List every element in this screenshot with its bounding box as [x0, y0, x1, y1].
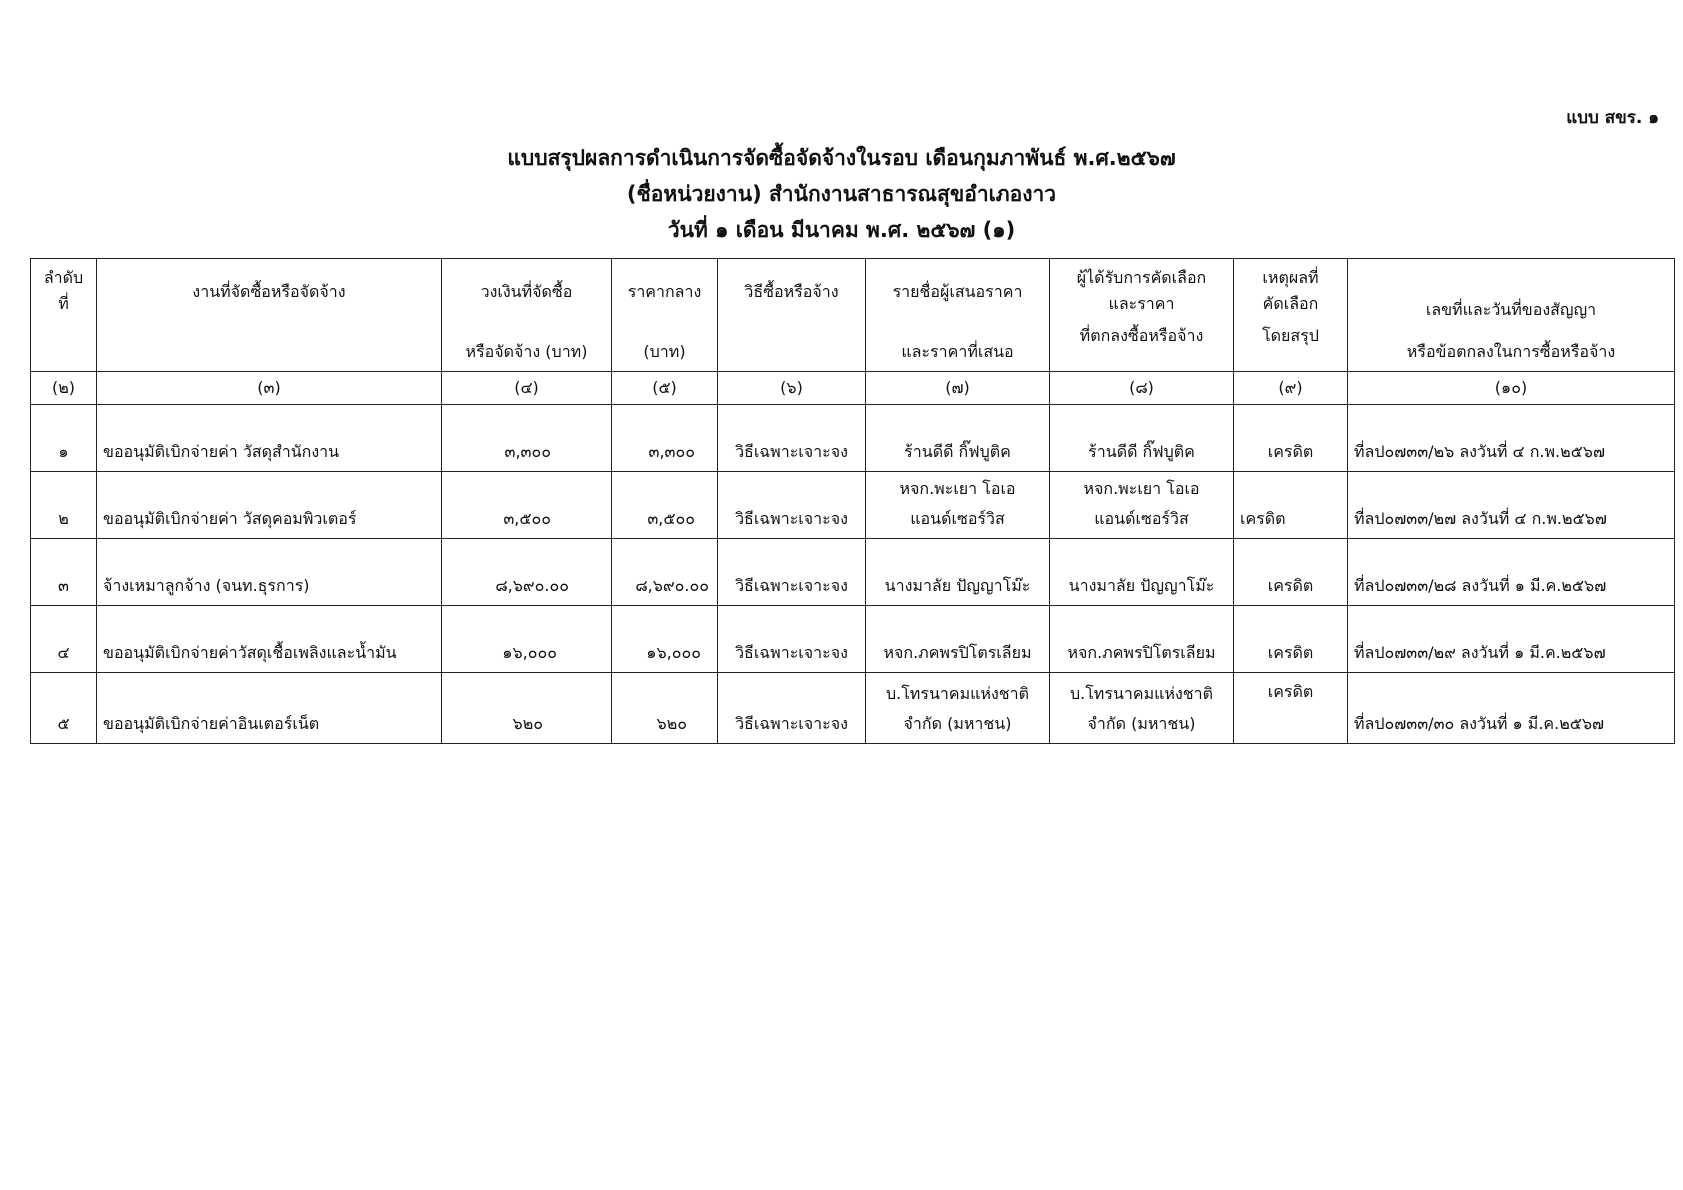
cell-median: ๓,๓๐๐	[612, 405, 718, 472]
header-seq-line-2: ที่	[58, 294, 69, 313]
cell-work: ขออนุมัติเบิกจ่ายค่าวัสดุเชื้อเพลิงและน้ำมัน	[97, 606, 442, 673]
winner-name: หจก.ภคพรปิโตรเลียม	[1067, 643, 1216, 662]
cell-reason: เครดิต	[1234, 606, 1348, 673]
bidder-name-cont: แอนด์เซอร์วิส	[910, 509, 1005, 528]
table-row	[31, 405, 1675, 472]
title-line-3: วันที่ ๑ เดือน มีนาคม พ.ศ. ๒๕๖๗ (๑)	[667, 218, 1016, 242]
title-line-1: แบบสรุปผลการดำเนินการจัดซื้อจัดจ้างในรอบ เดือนกุมภาพันธ์ พ.ศ.๒๕๖๗	[507, 146, 1176, 170]
header-contract	[1348, 259, 1675, 372]
cell-winner	[1050, 472, 1234, 539]
cell-reason: เครดิต	[1234, 673, 1348, 744]
cell-median: ๖๒๐	[612, 673, 718, 744]
cell-method: วิธีเฉพาะเจาะจง	[718, 405, 866, 472]
header-bidders-line-2: และราคาที่เสนอ	[901, 342, 1014, 361]
cell-median: ๘,๖๙๐.๐๐	[612, 539, 718, 606]
header-winner-line-2: และราคา	[1108, 294, 1175, 313]
column-number: (๔)	[442, 372, 612, 405]
column-number: (๑๐)	[1348, 372, 1675, 405]
cell-method: วิธีเฉพาะเจาะจง	[718, 673, 866, 744]
header-reason-line-3: โดยสรุป	[1262, 326, 1319, 345]
table-row	[31, 606, 1675, 673]
cell-work: จ้างเหมาลูกจ้าง (จนท.ธุรการ)	[97, 539, 442, 606]
cell-seq: ๔	[31, 606, 97, 673]
cell-winner	[1050, 405, 1234, 472]
header-row	[31, 259, 1675, 372]
procurement-table	[30, 258, 1675, 744]
column-number: (๗)	[866, 372, 1050, 405]
cell-bidders	[866, 539, 1050, 606]
column-number: (๖)	[718, 372, 866, 405]
header-method	[718, 259, 866, 372]
header-winner-line-3: ที่ตกลงซื้อหรือจ้าง	[1079, 326, 1204, 345]
header-winner	[1050, 259, 1234, 372]
header-work-line-1: งานที่จัดซื้อหรือจัดจ้าง	[192, 282, 346, 301]
cell-contract: ที่ลป๐๗๓๓/๒๘ ลงวันที่ ๑ มี.ค.๒๕๖๗	[1348, 539, 1675, 606]
cell-budget: ๘,๖๙๐.๐๐	[442, 539, 612, 606]
cell-seq: ๒	[31, 472, 97, 539]
header-contract-line-1: เลขที่และวันที่ของสัญญา	[1425, 300, 1597, 319]
cell-seq: ๑	[31, 405, 97, 472]
cell-bidders	[866, 606, 1050, 673]
cell-seq: ๕	[31, 673, 97, 744]
cell-seq: ๓	[31, 539, 97, 606]
title-line-2: (ชื่อหน่วยงาน) สำนักงานสาธารณสุขอำเภองาว	[626, 182, 1057, 206]
header-budget-line-2: หรือจัดจ้าง (บาท)	[465, 342, 588, 361]
column-number: (๙)	[1234, 372, 1348, 405]
cell-budget: ๓,๕๐๐	[442, 472, 612, 539]
cell-winner	[1050, 606, 1234, 673]
cell-reason: เครดิต	[1234, 405, 1348, 472]
header-seq-line-1: ลำดับ	[43, 268, 84, 287]
bidder-name-cont: จำกัด (มหาชน)	[903, 714, 1012, 733]
winner-name-cont: แอนด์เซอร์วิส	[1094, 509, 1189, 528]
header-budget	[442, 259, 612, 372]
bidder-name: นางมาลัย ปัญญาโม๊ะ	[884, 576, 1031, 595]
cell-reason: เครดิต	[1234, 472, 1348, 539]
cell-median: ๓,๕๐๐	[612, 472, 718, 539]
column-number-row	[31, 372, 1675, 405]
bidder-name: หจก.ภคพรปิโตรเลียม	[883, 643, 1032, 662]
cell-bidders	[866, 405, 1050, 472]
cell-bidders	[866, 472, 1050, 539]
header-reason-line-1: เหตุผลที่	[1262, 268, 1319, 287]
winner-name: หจก.พะเยา โอเอ	[1083, 479, 1200, 498]
form-code: แบบ สขร. ๑	[1566, 108, 1659, 128]
bidder-name: ร้านดีดี กิ๊ฟบูติค	[904, 442, 1011, 461]
column-number: (๘)	[1050, 372, 1234, 405]
bidder-name: หจก.พะเยา โอเอ	[899, 479, 1016, 498]
winner-name: นางมาลัย ปัญญาโม๊ะ	[1068, 576, 1215, 595]
cell-method: วิธีเฉพาะเจาะจง	[718, 539, 866, 606]
header-budget-line-1: วงเงินที่จัดซื้อ	[480, 282, 573, 301]
column-number: (๕)	[612, 372, 718, 405]
winner-name-cont: จำกัด (มหาชน)	[1087, 714, 1196, 733]
cell-contract: ที่ลป๐๗๓๓/๒๗ ลงวันที่ ๔ ก.พ.๒๕๖๗	[1348, 472, 1675, 539]
header-reason-line-2: คัดเลือก	[1262, 294, 1319, 313]
cell-reason: เครดิต	[1234, 539, 1348, 606]
cell-work: ขออนุมัติเบิกจ่ายค่า วัสดุคอมพิวเตอร์	[97, 472, 442, 539]
table-row	[31, 472, 1675, 539]
cell-contract: ที่ลป๐๗๓๓/๓๐ ลงวันที่ ๑ มี.ค.๒๕๖๗	[1348, 673, 1675, 744]
header-method-line-1: วิธีซื้อหรือจ้าง	[744, 282, 839, 301]
cell-median: ๑๖,๐๐๐	[612, 606, 718, 673]
winner-name: ร้านดีดี กิ๊ฟบูติค	[1088, 442, 1195, 461]
bidder-name: บ.โทรนาคมแห่งชาติ	[885, 684, 1030, 703]
document-titles	[0, 140, 1683, 248]
cell-budget: ๖๒๐	[442, 673, 612, 744]
cell-budget: ๑๖,๐๐๐	[442, 606, 612, 673]
header-reason	[1234, 259, 1348, 372]
cell-contract: ที่ลป๐๗๓๓/๒๖ ลงวันที่ ๔ ก.พ.๒๕๖๗	[1348, 405, 1675, 472]
cell-budget: ๓,๓๐๐	[442, 405, 612, 472]
table-row	[31, 539, 1675, 606]
table-row	[31, 673, 1675, 744]
cell-winner	[1050, 673, 1234, 744]
cell-bidders	[866, 673, 1050, 744]
cell-work: ขออนุมัติเบิกจ่ายค่า วัสดุสำนักงาน	[97, 405, 442, 472]
cell-contract: ที่ลป๐๗๓๓/๒๙ ลงวันที่ ๑ มี.ค.๒๕๖๗	[1348, 606, 1675, 673]
column-number: (๓)	[97, 372, 442, 405]
cell-winner	[1050, 539, 1234, 606]
header-bidders-line-1: รายชื่อผู้เสนอราคา	[892, 282, 1023, 301]
header-bidders	[866, 259, 1050, 372]
header-work	[97, 259, 442, 372]
header-median	[612, 259, 718, 372]
cell-method: วิธีเฉพาะเจาะจง	[718, 472, 866, 539]
cell-method: วิธีเฉพาะเจาะจง	[718, 606, 866, 673]
header-median-line-1: ราคากลาง	[627, 282, 702, 301]
header-winner-line-1: ผู้ได้รับการคัดเลือก	[1076, 268, 1207, 287]
winner-name: บ.โทรนาคมแห่งชาติ	[1069, 684, 1214, 703]
column-number: (๒)	[31, 372, 97, 405]
cell-work: ขออนุมัติเบิกจ่ายค่าอินเตอร์เน็ต	[97, 673, 442, 744]
header-contract-line-2: หรือข้อตกลงในการซื้อหรือจ้าง	[1406, 342, 1616, 361]
header-seq	[31, 259, 97, 372]
header-median-line-2: (บาท)	[643, 342, 686, 361]
